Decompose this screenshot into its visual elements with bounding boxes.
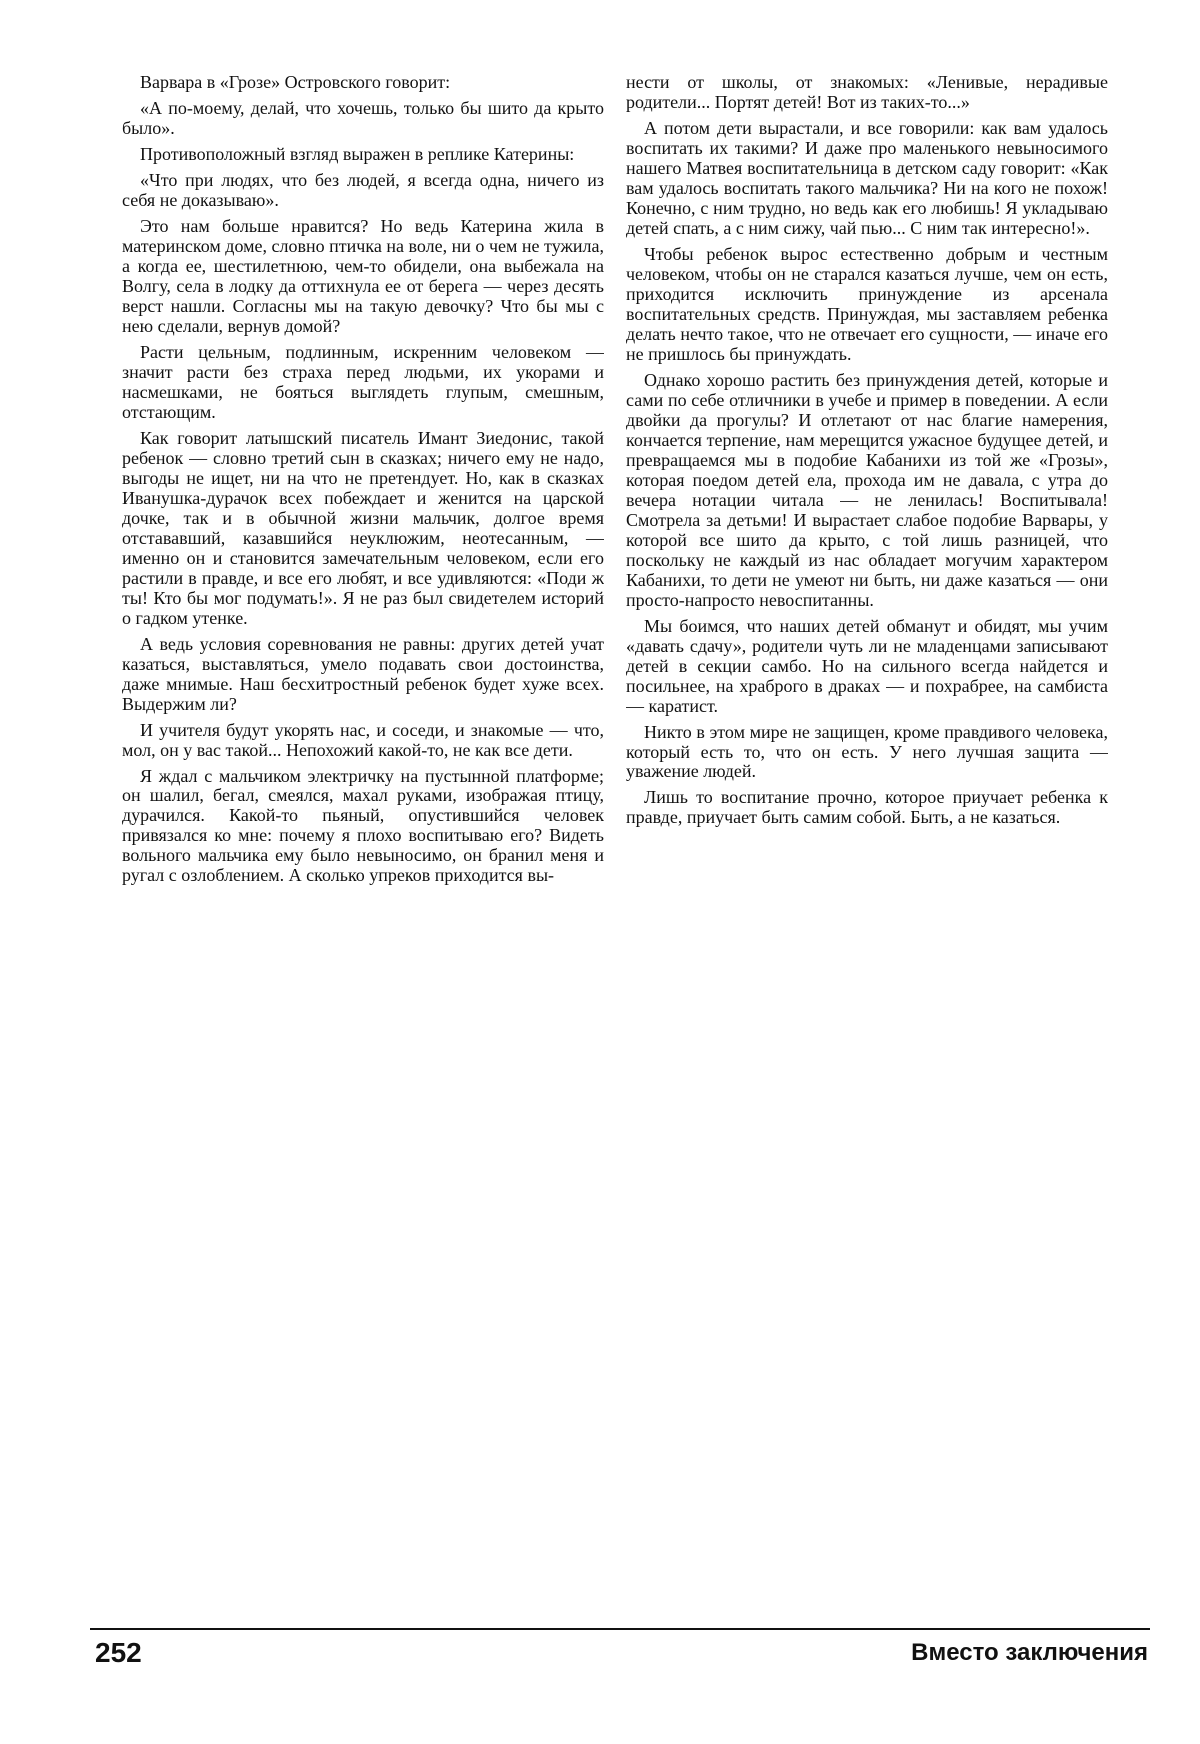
paragraph: нести от школы, от знакомых: «Ленивые, нерадивые родители... Портят детей! Вот из таких-то...» — [626, 72, 1108, 112]
paragraph: Расти цельным, подлинным, искренним человеком — значит расти без страха перед людьми, их укорами и насмешками, не бояться выглядеть глупым, смешным, отстающим. — [122, 341, 604, 422]
paragraph: Однако хорошо растить без принуждения детей, которые и сами по себе отличники в учебе и пример в поведении. А если двойки да прогулы? И отлетают от нас благие намерения, кончается терпение, нам мерещится ужасное будущее детей, и превращаемся мы в подобие Кабанихи из той же «Грозы», которая поедом детей ела, прохода им не давала, с утра до вечера нотации читала — не ленилась! Воспитывала! Смотрела за детьми! И вырастает слабое подобие Варвары, у которой все шито да крыто, с той лишь разницей, что поскольку не каждый из нас обладает могучим характером Кабанихи, то дети не умеют ни быть, ни даже казаться — они просто-напросто невоспитанны. — [626, 369, 1108, 610]
page-number: 252 — [95, 1637, 142, 1668]
paragraph: Варвара в «Грозе» Островского говорит: — [140, 72, 451, 92]
paragraph: А ведь условия соревнования не равны: других детей учат казаться, выставляться, умело подавать свои достоинства, даже мнимые. Наш бесхитростный ребенок будет хуже всех. Выдержим ли? — [122, 633, 604, 714]
paragraph: Лишь то воспитание прочно, которое приучает ребенка к правде, приучает быть самим собой. Быть, а не казаться. — [626, 787, 1108, 828]
paragraph: «Что при людях, что без людей, я всегда одна, ничего из себя не доказываю». — [122, 169, 604, 210]
right-text-column — [626, 72, 1108, 1620]
paragraph: И учителя будут укорять нас, и соседи, и знакомые — что, мол, он у вас такой... Непохожий какой-то, не как все дети. — [122, 719, 604, 760]
paragraph: Противоположный взгляд выражен в реплике Катерины: — [140, 143, 575, 164]
paragraph: Никто в этом мире не защищен, кроме правдивого человека, который есть то, что он есть. У него лучшая защита — уважение людей. — [626, 721, 1108, 782]
paragraph: Чтобы ребенок вырос естественно добрым и честным человеком, чтобы он не старался казаться лучше, чем он есть, приходится исключить принуждение из арсенала воспитательных средств. Принуждая, мы заставляем ребенка делать нечто такое, что не отвечает его сущности, — иначе его не пришлось бы принуждать. — [626, 243, 1108, 364]
paragraph: А потом дети вырастали, и все говорили: как вам удалось воспитать их такими? И даже про маленького невыносимого нашего Матвея воспитательница в детском саду говорит: «Как вам удалось воспитать такого мальчика? Ни на кого не похож! Конечно, с ним трудно, но ведь как его любишь! Я укладываю детей спать, а с ним сижу, чай пью... С ним так интересно!». — [626, 117, 1108, 238]
paragraph: «А по-моему, делай, что хочешь, только бы шито да крыто было». — [122, 97, 604, 138]
left-text-column — [122, 72, 604, 1620]
paragraph: Я ждал с мальчиком электричку на пустынной платформе; он шалил, бегал, смеялся, махал руками, изображая птицу, дурачился. Какой-то пьяный, опустившийся человек привязался ко мне: почему я плохо воспитываю его? Видеть вольного мальчика ему было невыносимо, он бранил меня и ругал с озлоблением. А сколько упреков приходится вы- — [122, 765, 604, 886]
paragraph: Мы боимся, что наших детей обманут и обидят, мы учим «давать сдачу», родители чуть ли не младенцами записывают детей в секции самбо. Но на сильного всегда найдется и посильнее, на храброго в драках — и похрабрее, на самбиста — каратист. — [626, 615, 1108, 716]
running-footer-title: Вместо заключения — [911, 1639, 1148, 1666]
footer-divider — [90, 1628, 1150, 1630]
paragraph: Это нам больше нравится? Но ведь Катерина жила в материнском доме, словно птичка на воле, ни о чем не тужила, а когда ее, шестилетнюю, чем-то обидели, она выбежала на Волгу, села в лодку да оттихнула ее от берега — через десять верст нашли. Согласны мы на такую девочку? Что бы мы с нею сделали, вернув домой? — [122, 215, 604, 336]
paragraph: Как говорит латышский писатель Имант Зиедонис, такой ребенок — словно третий сын в сказках; ничего ему не надо, выгоды не ищет, ни на что не претендует. Но, как в сказках Иванушка-дурачок всех побеждает и женится на царской дочке, так и в обычной жизни мальчик, долгое время отстававший, казавшийся неуклюжим, неотесанным, — именно он и становится замечательным человеком, если его растили в правде, и все его любят, и все удивляются: «Поди ж ты! Кто бы мог подумать!». Я не раз был свидетелем историй о гадком утенке. — [122, 427, 604, 628]
